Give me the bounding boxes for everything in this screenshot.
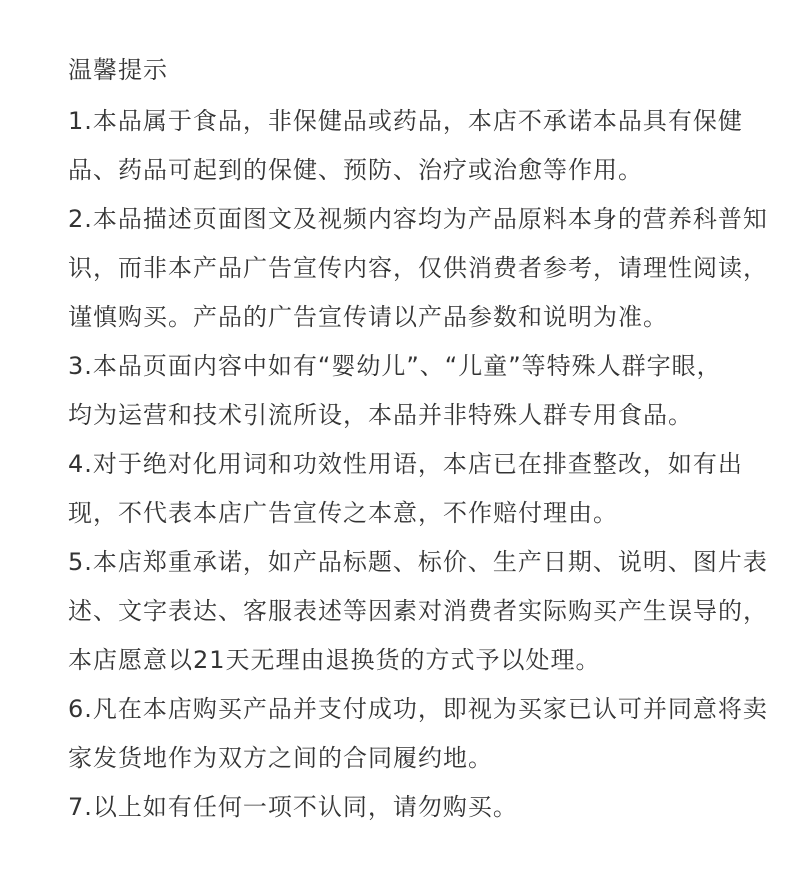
- notice-title: 温馨提示: [68, 56, 168, 84]
- notice-line: 6.凡在本店购买产品并支付成功，即视为买家已认可并同意将卖: [68, 695, 768, 723]
- notice-line: 家发货地作为双方之间的合同履约地。: [68, 744, 493, 772]
- notice-line: 4.对于绝对化用词和功效性用语，本店已在排查整改，如有出: [68, 450, 743, 478]
- notice-line: 7.以上如有任何一项不认同，请勿购买。: [68, 793, 518, 821]
- notice-line: 均为运营和技术引流所设，本品并非特殊人群专用食品。: [68, 401, 693, 429]
- notice-line: 现，不代表本店广告宣传之本意，不作赔付理由。: [68, 499, 618, 527]
- notice-line: 识，而非本产品广告宣传内容，仅供消费者参考，请理性阅读，: [68, 254, 768, 282]
- notice-line: 品、药品可起到的保健、预防、治疗或治愈等作用。: [68, 156, 643, 184]
- notice-line: 述、文字表达、客服表述等因素对消费者实际购买产生误导的，: [68, 597, 768, 625]
- notice-line: 2.本品描述页面图文及视频内容均为产品原料本身的营养科普知: [68, 205, 768, 233]
- notice-line: 5.本店郑重承诺，如产品标题、标价、生产日期、说明、图片表: [68, 548, 768, 576]
- notice-line: 谨慎购买。产品的广告宣传请以产品参数和说明为准。: [68, 303, 668, 331]
- notice-line: 3.本品页面内容中如有“婴幼儿”、“儿童”等特殊人群字眼，: [68, 352, 722, 380]
- notice-line: 本店愿意以21天无理由退换货的方式予以处理。: [68, 646, 601, 674]
- notice-line: 1.本品属于食品，非保健品或药品，本店不承诺本品具有保健: [68, 107, 743, 135]
